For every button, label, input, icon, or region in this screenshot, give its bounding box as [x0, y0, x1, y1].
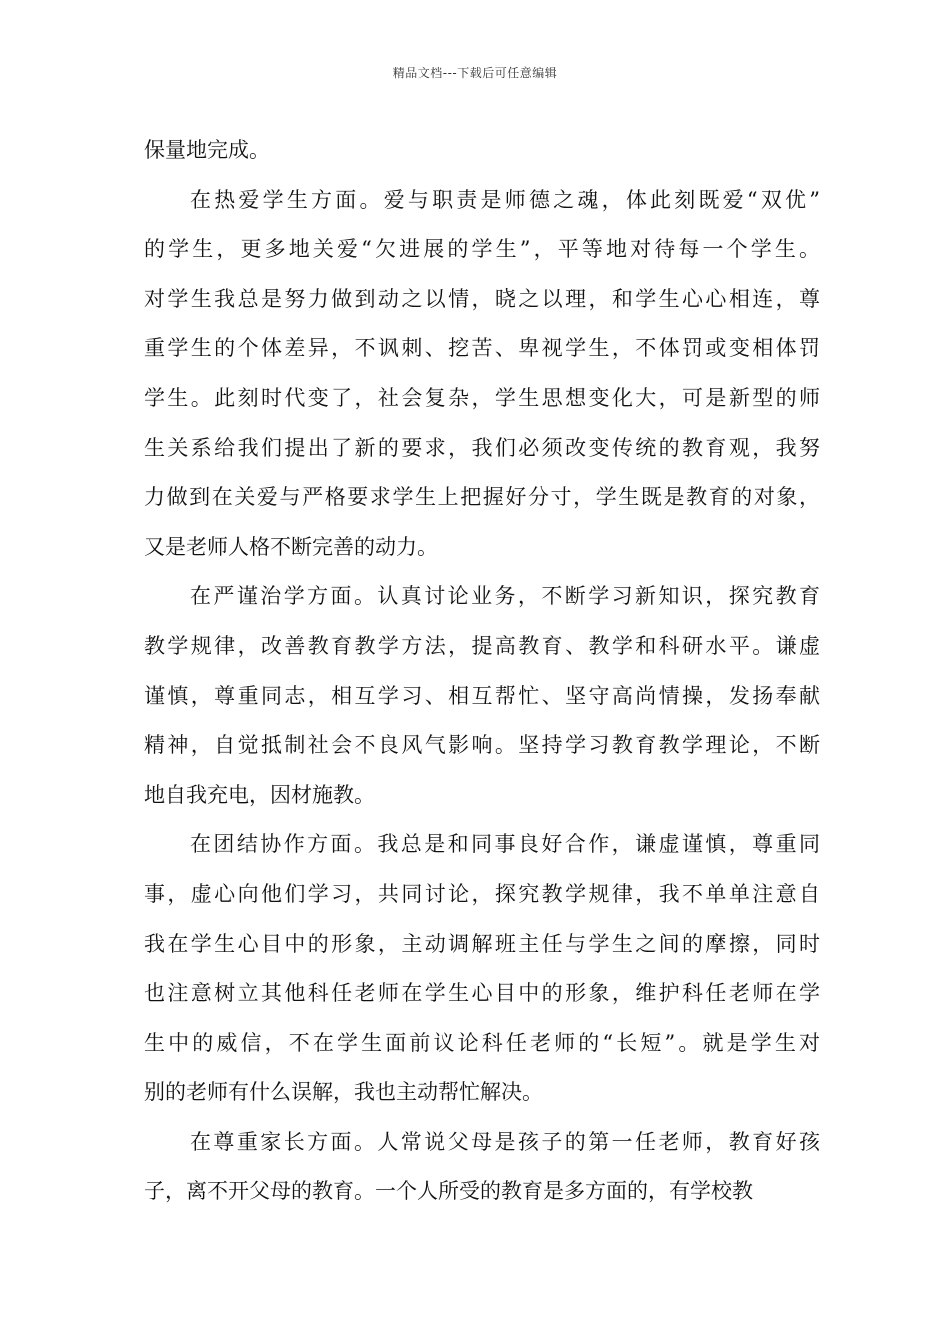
text-line: 我在学生心目中的形象，主动调解班主任与学生之间的摩擦，同时: [144, 931, 820, 956]
text-line: 地自我充电，因材施教。: [144, 782, 375, 807]
text-line: 也注意树立其他科任老师在学生心目中的形象，维护科任老师在学: [144, 981, 820, 1006]
paragraph: [144, 126, 820, 176]
text-line: 事，虚心向他们学习，共同讨论，探究教学规律，我不单单注意自: [144, 881, 820, 906]
paragraph: [144, 820, 820, 1118]
text-line: 在热爱学生方面。爱与职责是师德之魂，体此刻既爱“双优”: [190, 187, 820, 212]
text-line: 学生。此刻时代变了，社会复杂，学生思想变化大，可是新型的师: [144, 385, 820, 410]
text-line: 对学生我总是努力做到动之以情，晓之以理，和学生心心相连，尊: [144, 286, 820, 311]
text-line: 子，离不开父母的教育。一个人所受的教育是多方面的，有学校教: [144, 1179, 753, 1204]
text-line: 保量地完成。: [144, 138, 270, 162]
text-line: 教学规律，改善教育教学方法，提高教育、教学和科研水平。谦虚: [144, 633, 820, 658]
text-line: 精神，自觉抵制社会不良风气影响。坚持学习教育教学理论，不断: [144, 733, 820, 758]
text-line: 力做到在关爱与严格要求学生上把握好分寸，学生既是教育的对象，: [144, 485, 820, 510]
text-line: 的学生，更多地关爱“欠进展的学生”，平等地对待每一个学生。: [144, 237, 820, 262]
text-line: 在尊重家长方面。人常说父母是孩子的第一任老师，教育好孩: [190, 1129, 820, 1154]
text-line: 谨慎，尊重同志，相互学习、相互帮忙、坚守高尚情操，发扬奉献: [144, 683, 820, 708]
page-header: 精品文档---下载后可任意编辑: [392, 66, 558, 80]
paragraph: [144, 572, 820, 820]
text-line: 重学生的个体差异，不讽刺、挖苦、卑视学生，不体罚或变相体罚: [144, 336, 820, 361]
document-body: [144, 126, 820, 1217]
text-line: 生关系给我们提出了新的要求，我们必须改变传统的教育观，我努: [144, 435, 820, 460]
text-line: 生中的威信，不在学生面前议论科任老师的“长短”。就是学生对: [144, 1030, 820, 1055]
paragraph: [144, 176, 820, 573]
paragraph: [144, 1118, 820, 1217]
text-line: 在团结协作方面。我总是和同事良好合作，谦虚谨慎，尊重同: [190, 832, 820, 857]
text-line: 又是老师人格不断完善的动力。: [144, 534, 438, 559]
text-line: 在严谨治学方面。认真讨论业务，不断学习新知识，探究教育: [190, 584, 820, 609]
text-line: 别的老师有什么误解，我也主动帮忙解决。: [144, 1080, 543, 1105]
